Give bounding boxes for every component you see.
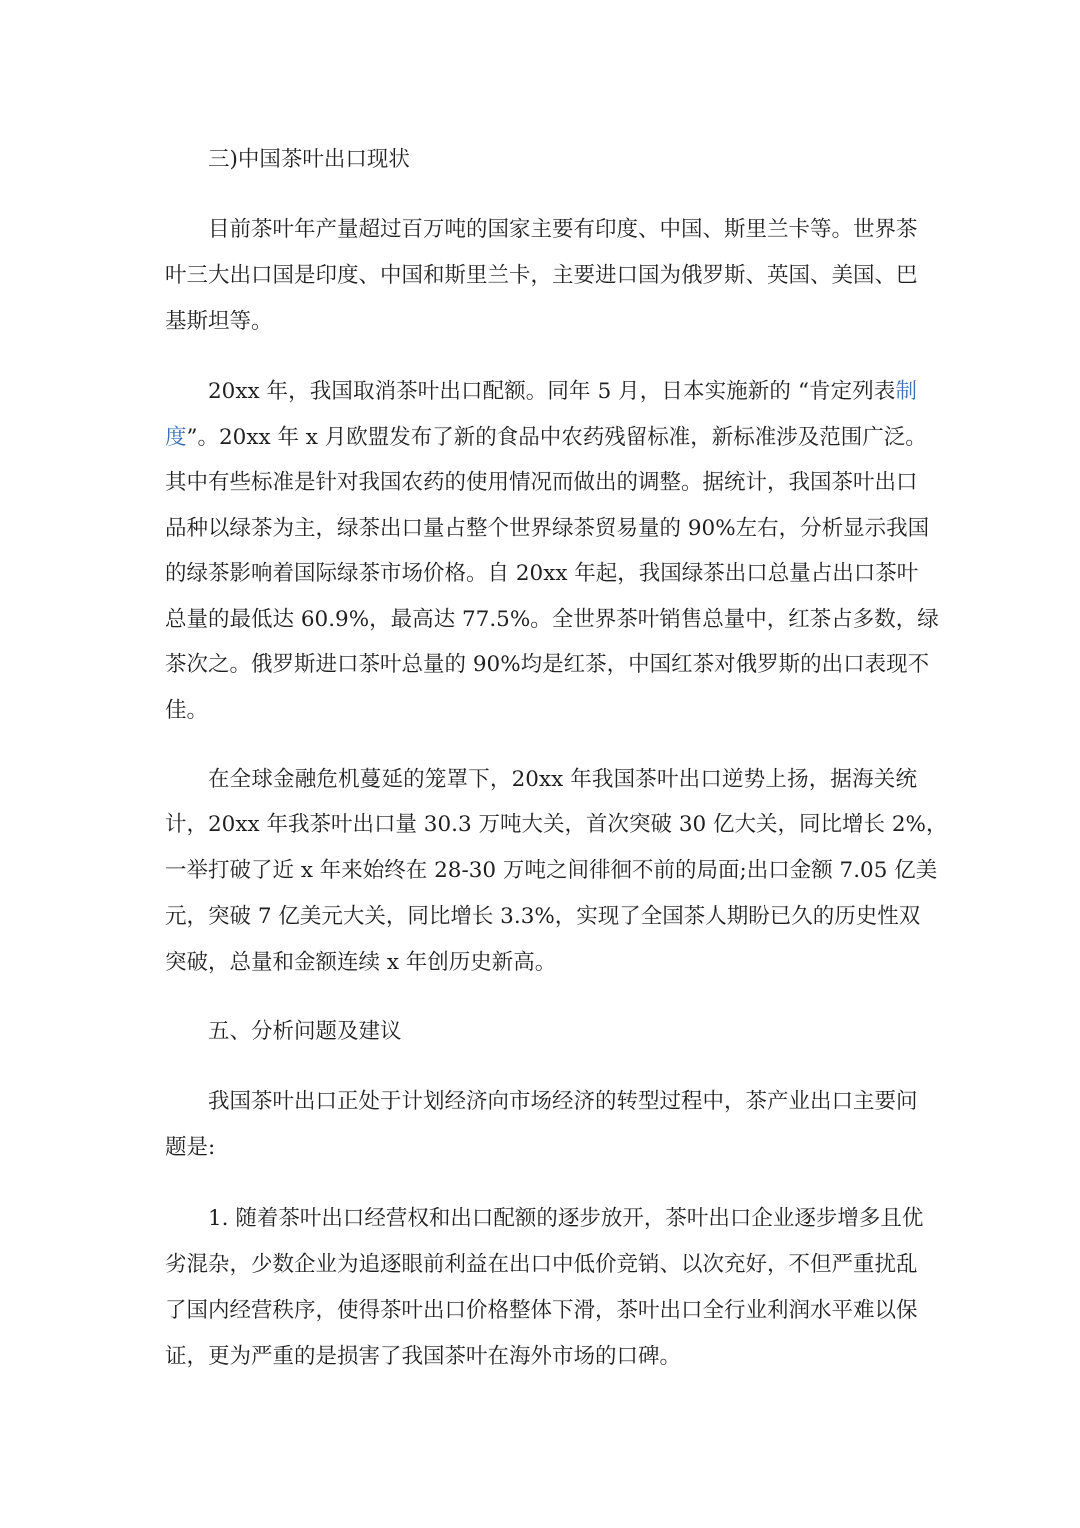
paragraph-text: 20xx 年，我国取消茶叶出口配额。同年 5 月，日本实施新的 “肯定列表 <box>208 379 896 404</box>
paragraph-line: 叶三大出口国是印度、中国和斯里兰卡，主要进口国为俄罗斯、英国、美国、巴 <box>165 263 918 288</box>
paragraph-line: 其中有些标准是针对我国农药的使用情况而做出的调整。据统计，我国茶叶出口 <box>165 470 918 495</box>
paragraph-line: 的绿茶影响着国际绿茶市场价格。自 20xx 年起，我国绿茶出口总量占出口茶叶 <box>165 561 919 586</box>
paragraph-line: 我国茶叶出口正处于计划经济向市场经济的转型过程中，茶产业出口主要问 <box>208 1089 918 1114</box>
paragraph-line: 元，突破 7 亿美元大关，同比增长 3.3%，实现了全国茶人期盼已久的历史性双 <box>165 904 921 929</box>
paragraph-text: ”。20xx 年 x 月欧盟发布了新的食品中农药残留标准，新标准涉及范围广泛。 <box>186 425 927 450</box>
paragraph-line: 品种以绿茶为主，绿茶出口量占整个世界绿茶贸易量的 90%左右，分析显示我国 <box>165 516 930 541</box>
paragraph-line: 计，20xx 年我茶叶出口量 30.3 万吨大关，首次突破 30 亿大关，同比增长 2%， <box>165 812 948 837</box>
list-item-line: 了国内经营秩序，使得茶叶出口价格整体下滑，茶叶出口全行业利润水平难以保 <box>165 1298 918 1323</box>
system-link-part1[interactable]: 制 <box>895 379 917 404</box>
paragraph-line: 总量的最低达 60.9%，最高达 77.5%。全世界茶叶销售总量中，红茶占多数，绿 <box>165 607 939 632</box>
paragraph-line: 一举打破了近 x 年来始终在 28-30 万吨之间徘徊不前的局面;出口金额 7.05 亿美 <box>165 858 938 883</box>
paragraph-line: 茶次之。俄罗斯进口茶叶总量的 90%均是红茶，中国红茶对俄罗斯的出口表现不 <box>165 652 930 677</box>
paragraph-line-with-link <box>165 423 927 453</box>
list-item-line: 1. 随着茶叶出口经营权和出口配额的逐步放开，茶叶出口企业逐步增多且优 <box>208 1206 924 1231</box>
list-item-line: 劣混杂，少数企业为追逐眼前利益在出口中低价竞销、以次充好，不但严重扰乱 <box>165 1252 918 1277</box>
paragraph-line: 突破，总量和金额连续 x 年创历史新高。 <box>165 950 557 975</box>
paragraph-line-with-link <box>208 377 917 407</box>
section-heading-tea-export-status: 三)中国茶叶出口现状 <box>208 147 410 172</box>
paragraph-line: 题是: <box>165 1135 216 1160</box>
section-heading-analysis: 五、分析问题及建议 <box>208 1019 402 1044</box>
paragraph-line: 目前茶叶年产量超过百万吨的国家主要有印度、中国、斯里兰卡等。世界茶 <box>208 217 918 242</box>
list-item-line: 证，更为严重的是损害了我国茶叶在海外市场的口碑。 <box>165 1344 682 1369</box>
system-link-part2[interactable]: 度 <box>165 425 187 450</box>
paragraph-line: 基斯坦等。 <box>165 309 273 334</box>
paragraph-line: 佳。 <box>165 698 209 723</box>
paragraph-line: 在全球金融危机蔓延的笼罩下，20xx 年我国茶叶出口逆势上扬，据海关统 <box>208 767 917 792</box>
